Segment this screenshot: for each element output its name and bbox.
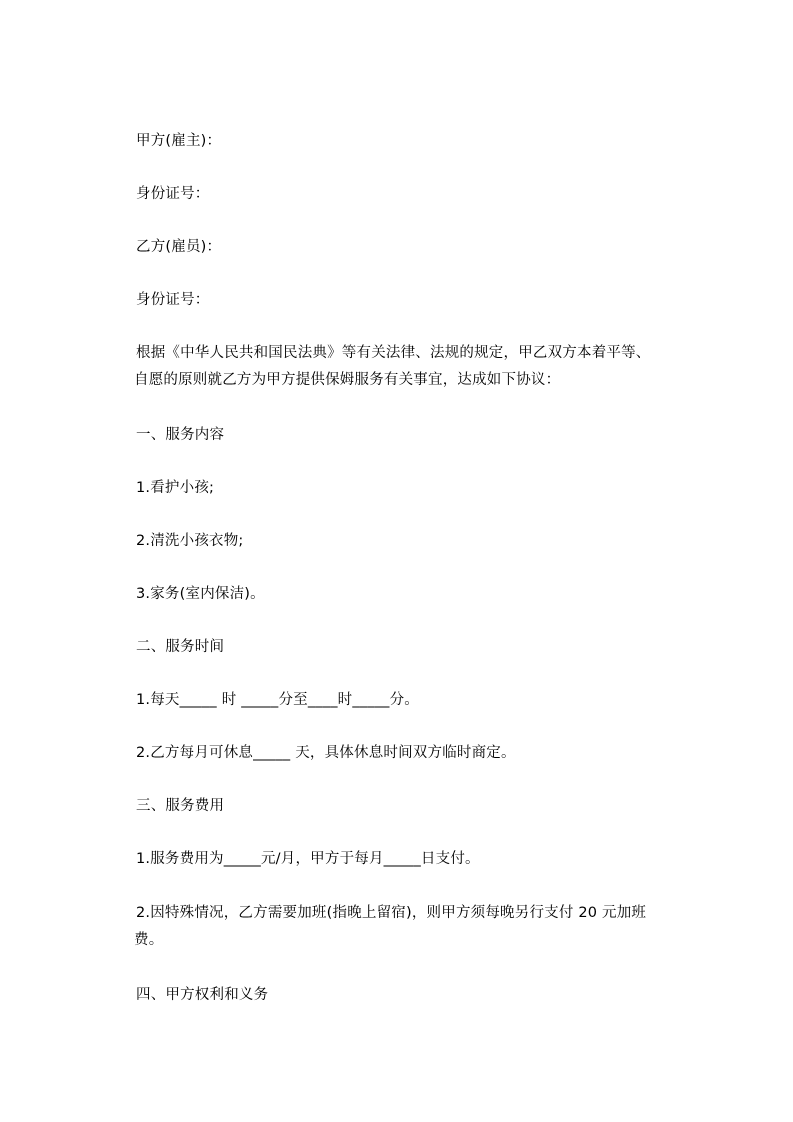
party-a-id-line: 身份证号： [136, 186, 210, 202]
intro-line-2: 自愿的原则就乙方为甲方提供保姆服务有关事宜，达成如下协议： [134, 372, 561, 388]
section-2-item-1: 1.每天_____ 时 _____分至____时_____分。 [136, 692, 420, 708]
section-1-item-1: 1.看护小孩; [136, 480, 215, 496]
intro-line-1: 根据《中华人民共和国民法典》等有关法律、法规的规定，甲乙双方本着平等、 [136, 345, 651, 361]
section-3-item-2 [136, 903, 716, 950]
section-2-title: 二、服务时间 [136, 639, 225, 655]
section-4-title: 四、甲方权利和义务 [136, 987, 269, 1003]
section-3-item-2-line-1: 2.因特殊情况，乙方需要加班(指晚上留宿)，则甲方须每晚另行支付 20 元加班 [136, 905, 647, 921]
party-a-line: 甲方(雇主)： [136, 133, 222, 149]
section-1-item-2: 2.清洗小孩衣物; [136, 533, 244, 549]
intro-paragraph [136, 343, 716, 390]
section-1-title: 一、服务内容 [136, 427, 225, 443]
section-3-item-1: 1.服务费用为_____元/月，甲方于每月_____日支付。 [136, 851, 480, 867]
section-3-item-2-line-2: 费。 [134, 932, 164, 948]
party-b-line: 乙方(雇员)： [136, 239, 222, 255]
party-b-id-line: 身份证号： [136, 292, 210, 308]
section-2-item-2: 2.乙方每月可休息_____ 天，具体休息时间双方临时商定。 [136, 745, 516, 761]
section-1-item-3: 3.家务(室内保洁)。 [136, 586, 265, 602]
section-3-title: 三、服务费用 [136, 798, 225, 814]
